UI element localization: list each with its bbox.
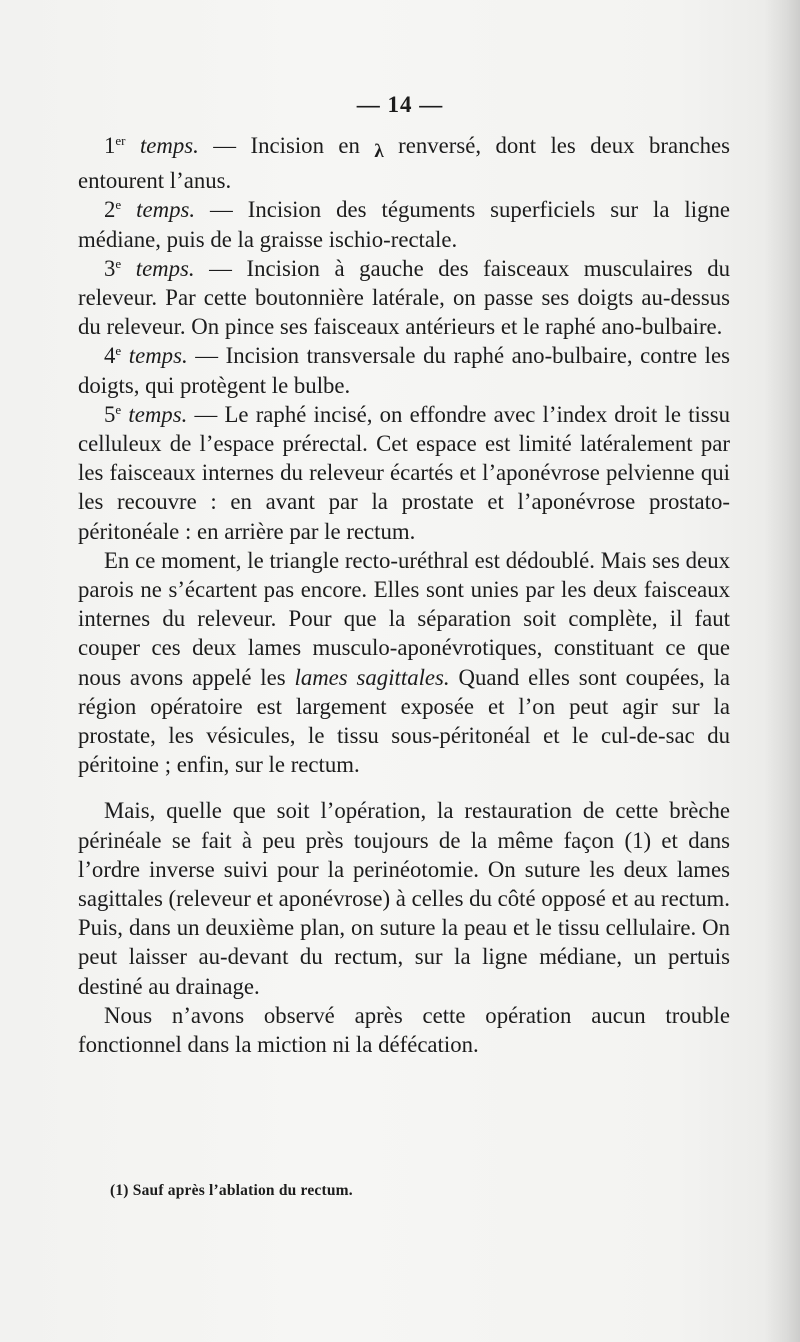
step-4: 4e temps. — Incision transversale du raphé ano-bulbaire, contre les doigts, qui protègent le bulbe. [78,343,730,398]
inverted-v-symbol: λ [374,141,384,162]
body-text [78,131,730,1059]
footnote: (1) Sauf après l’ablation du rectum. [110,1182,353,1199]
paragraph-sagittal-lamina: En ce moment, le triangle recto-uréthral est dédoublé. Mais ses deux parois ne s’écartent pas encore. Elles sont unies par les deux faisceaux internes du releveur. Pour que la séparation soit complète, il faut couper ces deux lames musculo-aponévrotiques, constituant ce que nous avons appelé les lames sagittales. Quand elles sont coupées, la région opératoire est largement exposée et l’on peut agir sur la prostate, les vésicules, le tissu sous-péritonéal et le cul-de-sac du péritoine ; enfin, sur le rectum. [78,547,731,778]
page-number: — 14 — [356,92,444,117]
page-edge-shadow [764,0,800,1342]
step-3: 3e temps. — Incision à gauche des faisceaux musculaires du releveur. Par cette boutonnière latérale, on passe ses doigts au-dessus du releveur. On pince ses faisceaux antérieurs et le raphé ano-bulbaire. [78,255,730,340]
step-2: 2e temps. — Incision des téguments superficiels sur la ligne médiane, puis de la graisse ischio-rectale. [78,197,731,252]
paragraph-conclusion: Nous n’avons observé après cette opération aucun trouble fonctionnel dans la miction ni la défécation. [78,1002,730,1058]
step-1: 1er temps. — Incision en λ renversé, dont les deux branches entourent l’anus. [78,133,730,194]
paragraph-gap [78,779,730,796]
step-5: 5e temps. — Le raphé incisé, on effondre avec l’index droit le tissu celluleux de l’espace prérectal. Cet espace est limité latéralement par les faisceaux internes du releveur écartés et l’aponévrose pelvienne qui les recouvre : en avant par la prostate et l’aponévrose prostato-péritonéale : en arrière par le rectum. [78,401,731,544]
paragraph-restoration: Mais, quelle que soit l’opération, la restauration de cette brèche périnéale se fait à peu près toujours de la même façon (1) et dans l’ordre inverse suivi pour la perinéotomie. On suture les deux lames sagittales (releveur et aponévrose) à celles du côté opposé et au rectum. Puis, dans un deuxième plan, on suture la peau et le tissu cellulaire. On peut laisser au-devant du rectum, sur la ligne médiane, un pertuis destiné au drainage. [78,798,730,999]
